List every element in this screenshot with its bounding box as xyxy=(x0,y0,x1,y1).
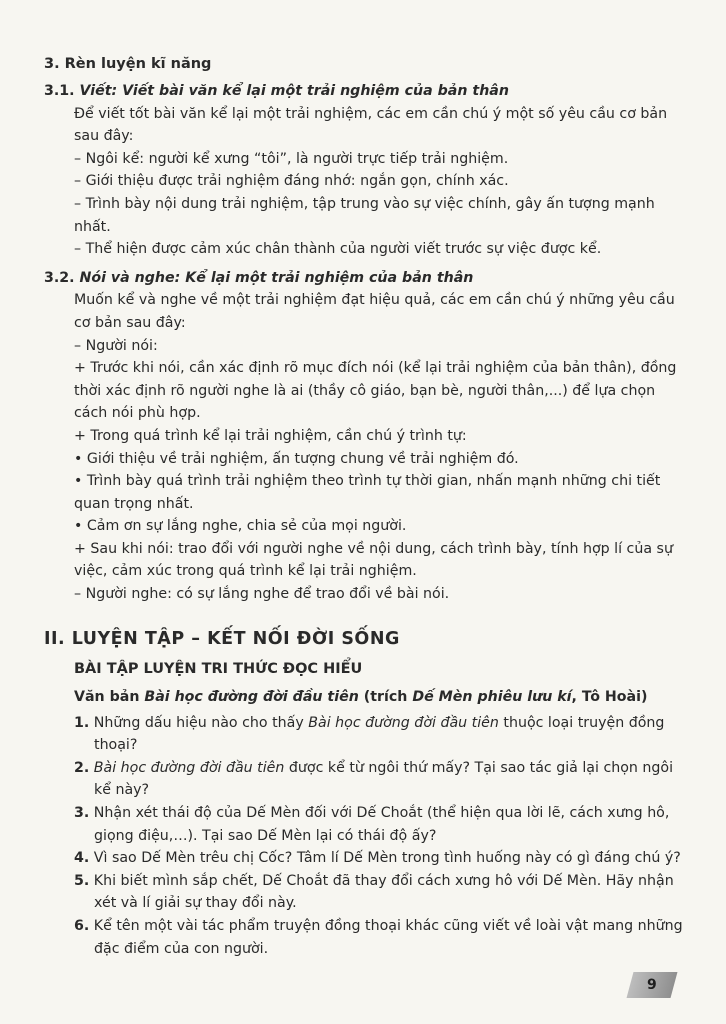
subsection-3-1-title: Viết: Viết bài văn kể lại một trải nghiệm của bản thân xyxy=(79,83,509,99)
question-number: 5. xyxy=(74,872,90,889)
question-number: 3. xyxy=(74,805,90,822)
section-3-heading: 3. Rèn luyện kĩ năng xyxy=(44,56,212,72)
list-item: – Ngôi kể: người kể xưng “tôi”, là người trực tiếp trải nghiệm. xyxy=(74,150,509,167)
section-ii-heading: II. LUYỆN TẬP – KẾT NỐI ĐỜI SỐNG xyxy=(44,628,400,649)
question-item xyxy=(74,802,684,847)
text-source-book: Dế Mèn phiêu lưu kí xyxy=(412,688,572,705)
question-text: Những dấu hiệu nào cho thấy xyxy=(93,714,309,731)
bullet-item: • Cảm ơn sự lắng nghe, chia sẻ của mọi người. xyxy=(74,518,407,535)
question-text: Vì sao Dế Mèn trêu chị Cốc? Tâm lí Dế Mèn trong tình huống này có gì đáng chú ý? xyxy=(93,850,681,867)
question-item xyxy=(74,870,684,915)
subsection-3-2-number: 3.2. xyxy=(44,269,75,286)
text-source-mid: (trích xyxy=(358,688,413,705)
text-source-author: , Tô Hoài) xyxy=(571,688,648,705)
question-text: Khi biết mình sắp chết, Dế Choắt đã thay đổi cách xưng hô với Dế Mèn. Hãy nhận xét và lí giải sự thay đổi này. xyxy=(93,872,674,912)
bullet-item: • Trình bày quá trình trải nghiệm theo trình tự thời gian, nhấn mạnh những chi tiết quan trọng nhất. xyxy=(74,473,661,512)
question-item xyxy=(74,847,684,870)
bullet-item: • Giới thiệu về trải nghiệm, ấn tượng chung về trải nghiệm đó. xyxy=(74,450,519,467)
speaker-label: – Người nói: xyxy=(74,337,158,354)
speaker-during: + Trong quá trình kể lại trải nghiệm, cần chú ý trình tự: xyxy=(74,427,467,444)
question-text: Nhận xét thái độ của Dế Mèn đối với Dế Choắt (thể hiện qua lời lẽ, cách xưng hô, giọng điệu,…). Tại sao Dế Mèn lại có thái độ ấy? xyxy=(93,805,670,844)
question-item xyxy=(74,712,684,757)
question-text-italic: Bài học đường đời đầu tiên xyxy=(93,759,285,776)
list-item: – Giới thiệu được trải nghiệm đáng nhớ: ngắn gọn, chính xác. xyxy=(74,173,509,190)
question-text: Kể tên một vài tác phẩm truyện đồng thoại khác cũng viết về loài vật mang những đặc điểm của con người. xyxy=(93,918,683,957)
question-item xyxy=(74,915,684,960)
subsection-3-2-intro: Muốn kể và nghe về một trải nghiệm đạt hiệu quả, các em cần chú ý những yêu cầu cơ bản sau đây: xyxy=(74,292,675,331)
text-source-prefix: Văn bản xyxy=(74,688,145,705)
listener-note: – Người nghe: có sự lắng nghe để trao đổi về bài nói. xyxy=(74,586,450,603)
speaker-after: + Sau khi nói: trao đổi với người nghe về nội dung, cách trình bày, tính hợp lí của sự việc, cảm xúc trong quá trình kể lại trải nghiệm. xyxy=(74,540,673,580)
text-source-heading xyxy=(74,686,684,708)
text-source-title: Bài học đường đời đầu tiên xyxy=(144,688,359,705)
question-number: 2. xyxy=(74,759,90,776)
page-number-badge xyxy=(627,972,678,998)
subsection-3-1-heading xyxy=(44,80,684,103)
question-item xyxy=(74,757,684,802)
page-content xyxy=(44,56,684,960)
subsection-3-2-title: Nói và nghe: Kể lại một trải nghiệm của bản thân xyxy=(79,269,474,286)
subsection-3-1-intro: Để viết tốt bài văn kể lại một trải nghiệm, các em cần chú ý một số yêu cầu cơ bản sau đây: xyxy=(74,105,668,145)
subsection-3-2-heading xyxy=(44,267,684,290)
question-number: 4. xyxy=(74,850,90,867)
list-item: – Trình bày nội dung trải nghiệm, tập trung vào sự việc chính, gây ấn tượng mạnh nhất. xyxy=(74,195,655,235)
question-number: 6. xyxy=(74,918,90,934)
speaker-before: + Trước khi nói, cần xác định rõ mục đích nói (kể lại trải nghiệm của bản thân), đồng thời xác định rõ người nghe là ai (thầy cô giáo, bạn bè, người thân,...) để lựa chọn cách nói phù hợp. xyxy=(74,360,677,422)
exercise-heading: BÀI TẬP LUYỆN TRI THỨC ĐỌC HIỂU xyxy=(74,660,363,677)
question-text: thuộc loại truyện đồng thoại? xyxy=(94,714,665,754)
question-number: 1. xyxy=(74,714,90,731)
subsection-3-1-number: 3.1. xyxy=(44,83,75,99)
list-item: – Thể hiện được cảm xúc chân thành của người viết trước sự việc được kể. xyxy=(74,241,602,258)
question-text-italic: Bài học đường đời đầu tiên xyxy=(308,714,499,731)
question-text: được kể từ ngôi thứ mấy? Tại sao tác giả lại chọn ngôi kể này? xyxy=(94,759,674,799)
page-number: 9 xyxy=(647,977,657,993)
